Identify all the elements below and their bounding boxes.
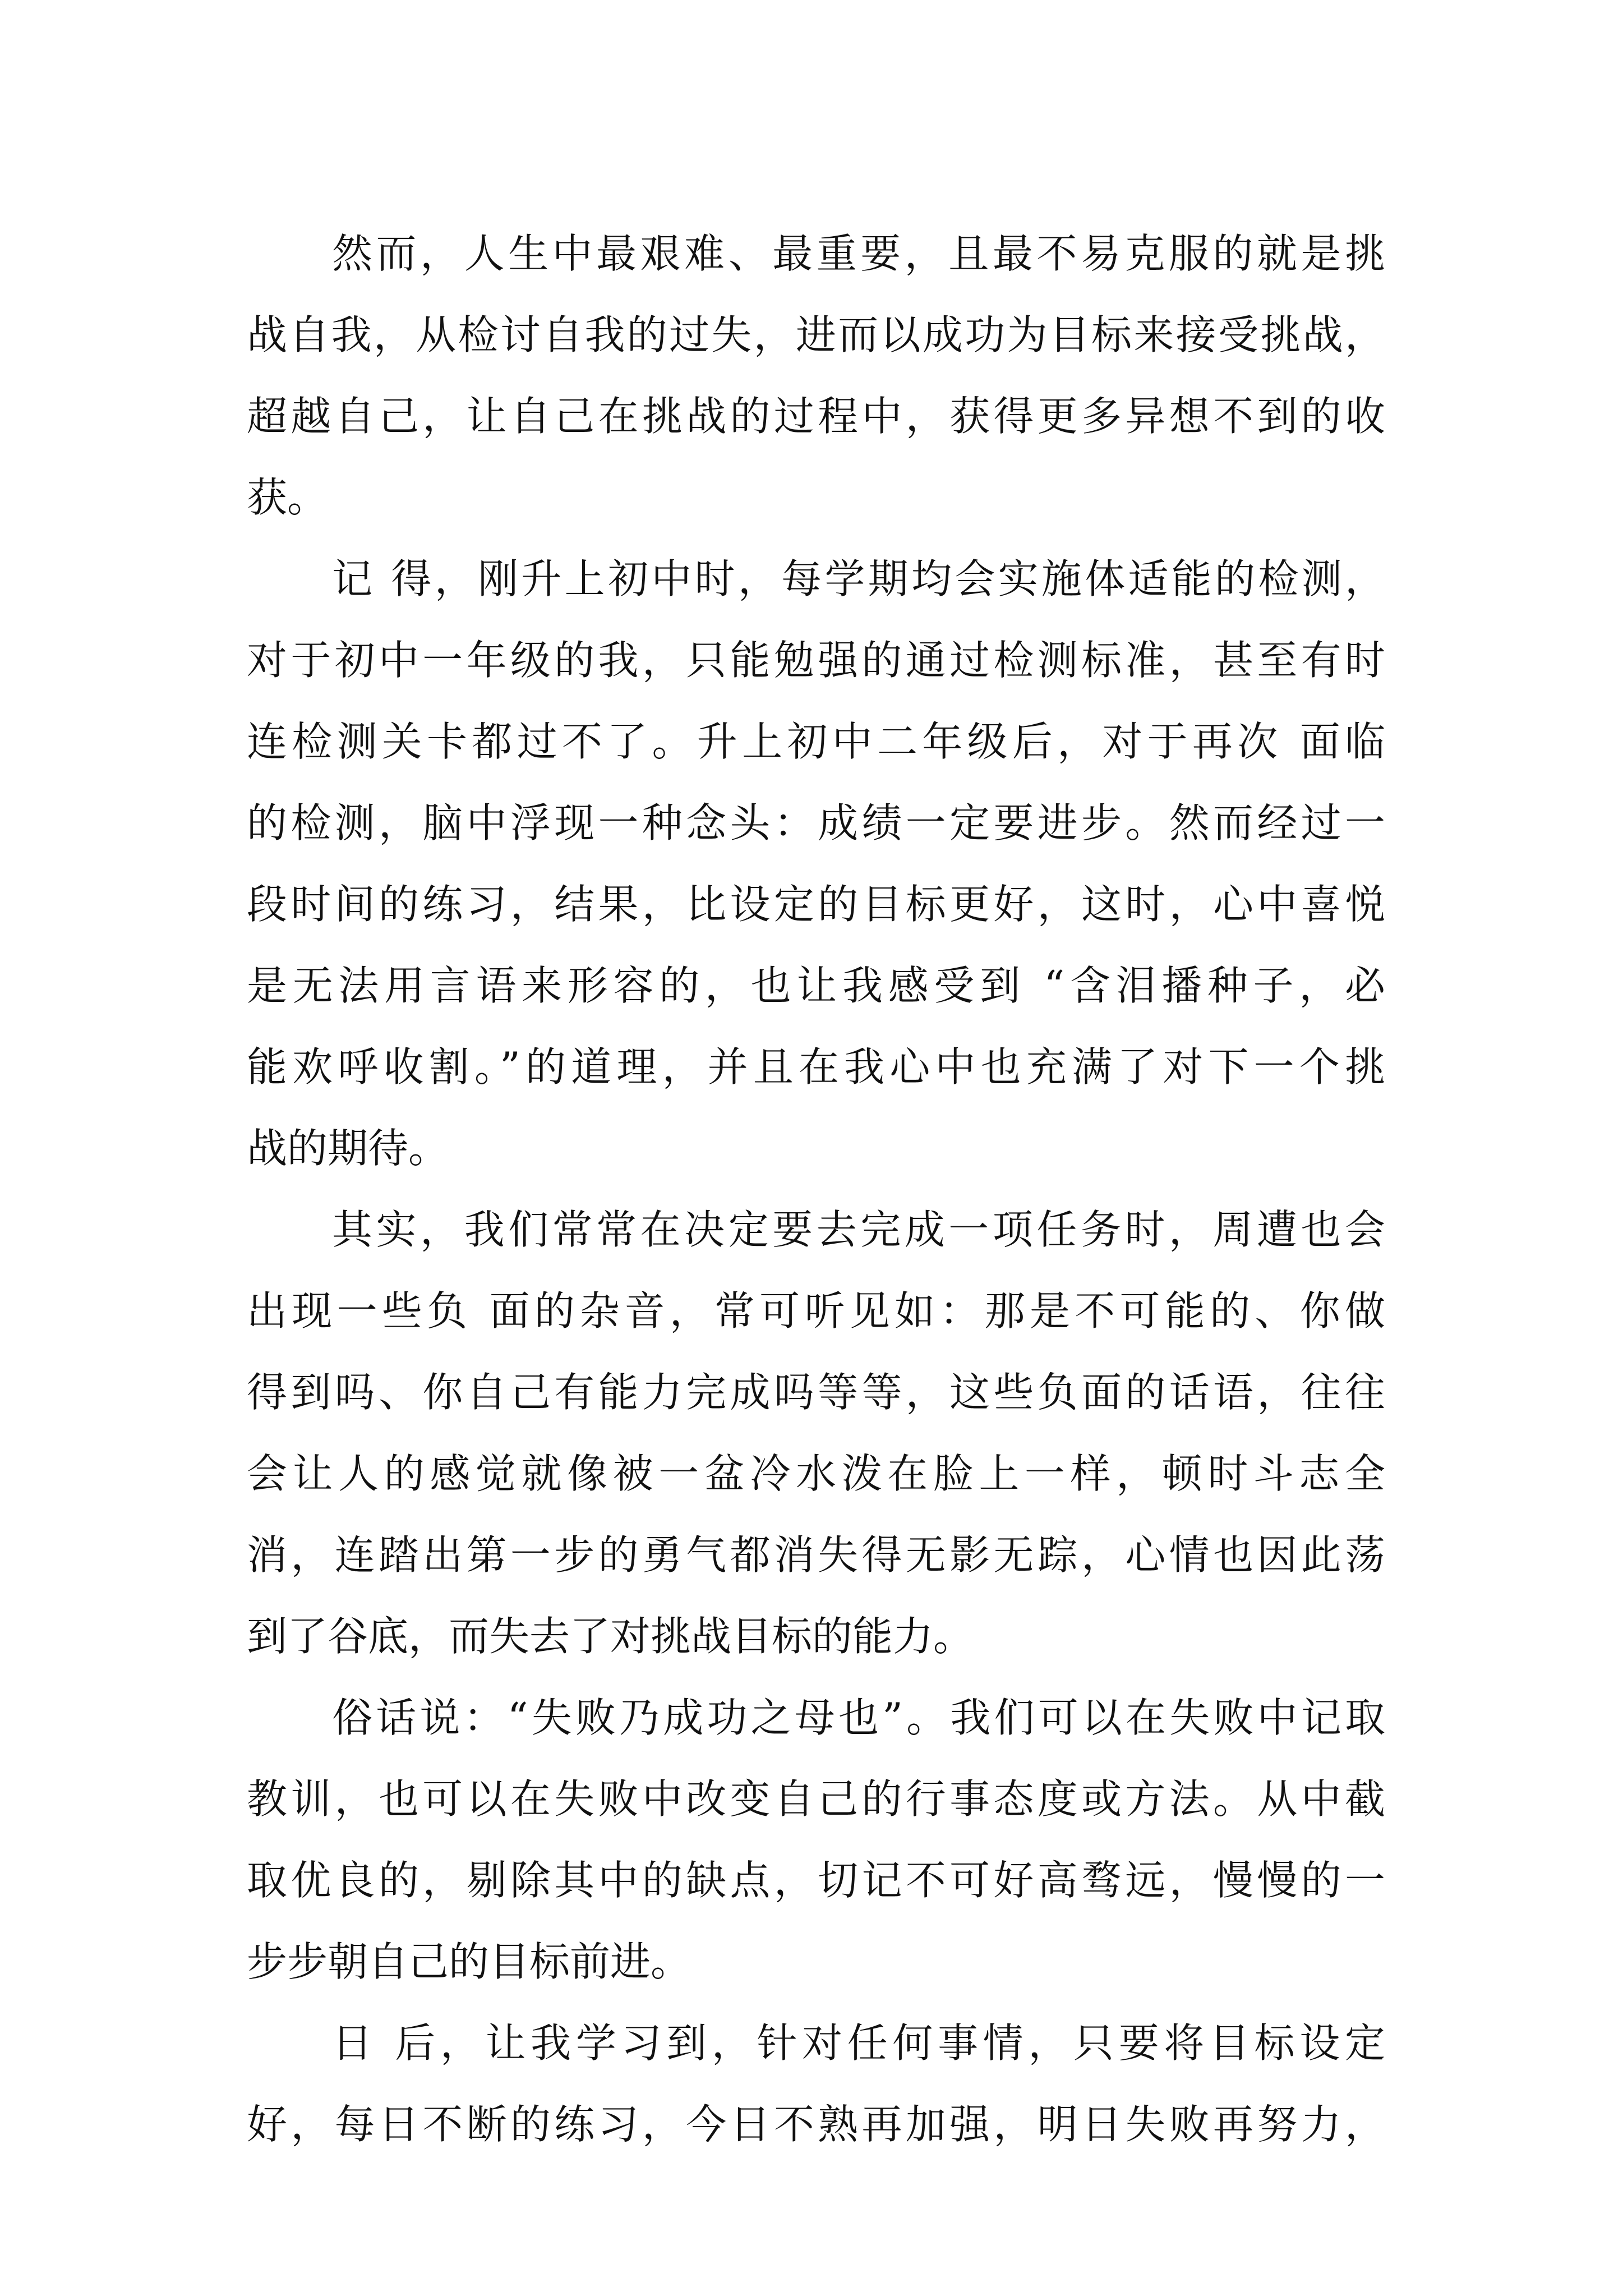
paragraph-1-line-1: 然而，人生中最艰难、最重要，且最不易克服的就是挑 — [332, 230, 1385, 277]
paragraph-1-line-3: 超越自己，让自己在挑战的过程中，获得更多异想不到的收 — [247, 393, 1385, 440]
paragraph-3-line-6: 到了谷底，而失去了对挑战目标的能力。 — [247, 1613, 974, 1660]
paragraph-4-line-1: 俗话说：“失败乃成功之母也”。我们可以在失败中记取 — [332, 1694, 1385, 1741]
paragraph-3-line-1: 其实，我们常常在决定要去完成一项任务时，周遭也会 — [332, 1206, 1385, 1253]
paragraph-3-line-2: 出现一些负 面的杂音，常可听见如：那是不可能的、你做 — [247, 1287, 1385, 1335]
paragraph-4-line-2: 教训，也可以在失败中改变自己的行事态度或方法。从中截 — [247, 1775, 1385, 1823]
paragraph-3-line-3: 得到吗、你自己有能力完成吗等等，这些负面的话语，往往 — [247, 1369, 1385, 1416]
paragraph-2-line-3: 连检测关卡都过不了。升上初中二年级后，对于再次 面临 — [247, 718, 1385, 765]
paragraph-2-line-2: 对于初中一年级的我，只能勉强的通过检测标准，甚至有时 — [247, 637, 1385, 684]
paragraph-3-line-5: 消，连踏出第一步的勇气都消失得无影无踪，心情也因此荡 — [247, 1531, 1385, 1579]
paragraph-2-line-8: 战的期待。 — [247, 1125, 449, 1172]
essay-body — [247, 213, 1385, 2165]
paragraph-2-line-6: 是无法用言语来形容的，也让我感受到 “含泪播种子，必 — [247, 962, 1385, 1009]
paragraph-1-line-2: 战自我，从检讨自我的过失，进而以成功为目标来接受挑战， — [247, 311, 1385, 358]
paragraph-3-line-4: 会让人的感觉就像被一盆冷水泼在脸上一样，顿时斗志全 — [247, 1450, 1385, 1497]
paragraph-2-line-1: 记 得，刚升上初中时，每学期均会实施体适能的检测， — [332, 555, 1385, 602]
paragraph-4-line-4: 步步朝自己的目标前进。 — [247, 1938, 691, 1985]
paragraph-2-line-4: 的检测，脑中浮现一种念头：成绩一定要进步。然而经过一 — [247, 799, 1385, 846]
paragraph-1-line-4: 获。 — [247, 474, 328, 521]
paragraph-5-line-1: 日 后，让我学习到，针对任何事情，只要将目标设定 — [332, 2019, 1385, 2067]
paragraph-4-line-3: 取优良的，剔除其中的缺点，切记不可好高骛远，慢慢的一 — [247, 1857, 1385, 1904]
paragraph-2-line-7: 能欢呼收割。”的道理，并且在我心中也充满了对下一个挑 — [247, 1043, 1385, 1091]
paragraph-2-line-5: 段时间的练习，结果，比设定的目标更好，这时，心中喜悦 — [247, 881, 1385, 928]
paragraph-5-line-2: 好，每日不断的练习，今日不熟再加强，明日失败再努力， — [247, 2101, 1385, 2148]
